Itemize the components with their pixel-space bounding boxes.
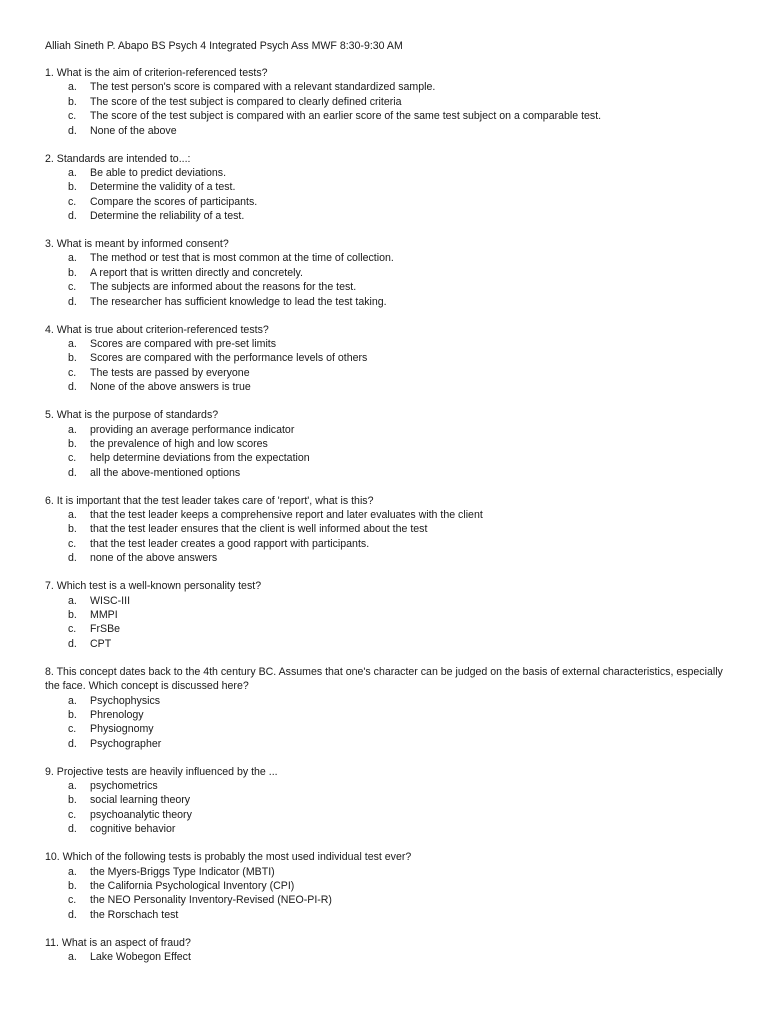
question-text: 6. It is important that the test leader takes care of 'report', what is this? — [45, 494, 374, 507]
option-letter: a. — [68, 865, 77, 878]
answer-option — [45, 722, 735, 736]
question-block — [45, 237, 735, 309]
answer-option — [45, 251, 735, 265]
question-block — [45, 408, 735, 480]
answer-option — [45, 423, 735, 437]
answer-option — [45, 180, 735, 194]
answer-option — [45, 337, 735, 351]
answer-option — [45, 437, 735, 451]
option-text: psychoanalytic theory — [90, 808, 192, 821]
option-text: that the test leader ensures that the client is well informed about the test — [90, 523, 428, 536]
option-text: The subjects are informed about the reasons for the test. — [90, 281, 357, 294]
option-text: The tests are passed by everyone — [90, 366, 250, 379]
option-text: Phrenology — [90, 708, 144, 721]
option-text: Psychophysics — [90, 694, 161, 707]
option-text: None of the above — [90, 124, 177, 137]
question-text: 11. What is an aspect of fraud? — [45, 936, 191, 949]
option-text: FrSBe — [90, 623, 121, 636]
option-letter: b. — [68, 437, 77, 450]
question-text: 10. Which of the following tests is probably the most used individual test ever? — [45, 851, 412, 864]
option-letter: a. — [68, 81, 77, 94]
answer-option — [45, 80, 735, 94]
question-text: 7. Which test is a well-known personality test? — [45, 580, 262, 593]
question-text: 4. What is true about criterion-referenced tests? — [45, 323, 269, 336]
option-letter: a. — [68, 252, 77, 265]
answer-option — [45, 522, 735, 536]
option-letter: a. — [68, 694, 77, 707]
option-letter: c. — [68, 537, 77, 550]
answer-option — [45, 694, 735, 708]
option-letter: b. — [68, 266, 77, 279]
option-text: the California Psychological Inventory (CPI) — [90, 880, 295, 892]
option-letter: d. — [68, 552, 77, 565]
option-text: Physiognomy — [90, 723, 154, 736]
question-text: 5. What is the purpose of standards? — [45, 409, 219, 422]
answer-option — [45, 109, 735, 123]
option-text: the Myers-Briggs Type Indicator (MBTI) — [90, 865, 275, 878]
option-text: The method or test that is most common at the time of collection. — [90, 252, 394, 265]
answer-option — [45, 451, 735, 465]
answer-option — [45, 793, 735, 807]
answer-option — [45, 908, 735, 922]
answer-option — [45, 295, 735, 309]
answer-option — [45, 779, 735, 793]
option-text: Scores are compared with pre-set limits — [90, 338, 277, 350]
option-letter: b. — [68, 352, 77, 365]
answer-option — [45, 508, 735, 522]
option-letter: b. — [68, 609, 77, 621]
option-letter: b. — [68, 95, 77, 108]
answer-option — [45, 893, 735, 907]
answer-option — [45, 608, 735, 622]
option-text: the NEO Personality Inventory-Revised (NEO-PI-R) — [90, 894, 332, 907]
option-letter: a. — [68, 338, 77, 350]
answer-option — [45, 195, 735, 209]
answer-option — [45, 551, 735, 565]
answer-option — [45, 366, 735, 380]
option-letter: b. — [68, 880, 77, 892]
answer-option — [45, 280, 735, 294]
document-header: Alliah Sineth P. Abapo BS Psych 4 Integrated Psych Ass MWF 8:30-9:30 AM — [45, 40, 403, 52]
answer-option — [45, 708, 735, 722]
option-text: providing an average performance indicator — [90, 423, 295, 436]
option-text: The score of the test subject is compared to clearly defined criteria — [90, 95, 402, 108]
option-letter: b. — [68, 708, 77, 721]
option-text: Psychographer — [90, 737, 162, 750]
option-text: Be able to predict deviations. — [90, 166, 227, 179]
answer-option — [45, 351, 735, 365]
option-letter: d. — [68, 637, 77, 650]
answer-option — [45, 737, 735, 751]
option-letter: c. — [68, 281, 77, 294]
option-text: the Rorschach test — [90, 908, 179, 921]
answer-option — [45, 808, 735, 822]
question-block — [45, 152, 735, 224]
option-letter: d. — [68, 823, 77, 836]
answer-option — [45, 865, 735, 879]
question-block — [45, 665, 735, 751]
question-text: 3. What is meant by informed consent? — [45, 238, 229, 251]
option-letter: a. — [68, 951, 77, 964]
option-text: all the above-mentioned options — [90, 466, 241, 479]
option-text: Scores are compared with the performance levels of others — [90, 352, 368, 365]
answer-option — [45, 822, 735, 836]
option-text: psychometrics — [90, 780, 158, 793]
option-letter: b. — [68, 523, 77, 536]
question-list — [45, 66, 735, 978]
option-text: that the test leader keeps a comprehensive report and later evaluates with the client — [90, 509, 483, 522]
answer-option — [45, 879, 735, 893]
option-letter: b. — [68, 181, 77, 194]
option-letter: c. — [68, 723, 77, 736]
option-letter: d. — [68, 466, 77, 479]
option-letter: c. — [68, 195, 77, 208]
option-text: MMPI — [90, 609, 118, 621]
option-text: A report that is written directly and concretely. — [90, 266, 303, 279]
option-letter: a. — [68, 594, 77, 607]
question-text: 1. What is the aim of criterion-referenced tests? — [45, 67, 268, 79]
question-text: 9. Projective tests are heavily influenced by the ... — [45, 765, 278, 778]
answer-option — [45, 166, 735, 180]
option-text: Determine the reliability of a test. — [90, 210, 245, 223]
answer-option — [45, 950, 735, 964]
option-text: that the test leader creates a good rapport with participants. — [90, 537, 370, 550]
option-letter: d. — [68, 737, 77, 750]
option-letter: a. — [68, 166, 77, 179]
answer-option — [45, 466, 735, 480]
option-letter: a. — [68, 423, 77, 436]
answer-option — [45, 95, 735, 109]
option-text: The score of the test subject is compared with an earlier score of the same test subject on a comparable test. — [90, 110, 602, 123]
option-letter: d. — [68, 295, 77, 308]
answer-option — [45, 380, 735, 394]
question-block — [45, 579, 735, 651]
question-block — [45, 850, 735, 922]
answer-option — [45, 124, 735, 138]
option-letter: d. — [68, 124, 77, 137]
option-letter: c. — [68, 894, 77, 907]
question-text: 2. Standards are intended to...: — [45, 152, 191, 165]
option-letter: d. — [68, 210, 77, 223]
question-text: 8. This concept dates back to the 4th century BC. Assumes that one's character can be judged on the basis of external characteristics, especially the face. Which concept is discussed here? — [45, 665, 723, 693]
option-text: Determine the validity of a test. — [90, 181, 236, 194]
answer-option — [45, 622, 735, 636]
option-text: cognitive behavior — [90, 823, 176, 836]
option-text: CPT — [90, 637, 112, 650]
question-block — [45, 323, 735, 395]
answer-option — [45, 594, 735, 608]
option-text: The researcher has sufficient knowledge to lead the test taking. — [90, 295, 387, 308]
option-letter: c. — [68, 623, 77, 636]
option-text: the prevalence of high and low scores — [90, 437, 268, 450]
option-text: social learning theory — [90, 794, 191, 807]
option-letter: a. — [68, 780, 77, 793]
option-text: None of the above answers is true — [90, 381, 251, 394]
option-letter: c. — [68, 110, 77, 123]
option-letter: a. — [68, 509, 77, 522]
question-block — [45, 66, 735, 138]
option-letter: b. — [68, 794, 77, 807]
option-letter: d. — [68, 381, 77, 394]
question-block — [45, 494, 735, 566]
option-letter: c. — [68, 808, 77, 821]
answer-option — [45, 637, 735, 651]
question-block — [45, 936, 735, 965]
option-letter: d. — [68, 908, 77, 921]
answer-option — [45, 537, 735, 551]
option-text: Lake Wobegon Effect — [90, 951, 191, 964]
option-text: none of the above answers — [90, 552, 218, 565]
option-text: Compare the scores of participants. — [90, 195, 258, 208]
answer-option — [45, 266, 735, 280]
option-text: WISC-III — [90, 594, 131, 607]
option-text: The test person's score is compared with a relevant standardized sample. — [90, 81, 436, 94]
option-letter: c. — [68, 366, 77, 379]
answer-option — [45, 209, 735, 223]
option-letter: c. — [68, 452, 77, 465]
option-text: help determine deviations from the expectation — [90, 452, 310, 465]
question-block — [45, 765, 735, 837]
